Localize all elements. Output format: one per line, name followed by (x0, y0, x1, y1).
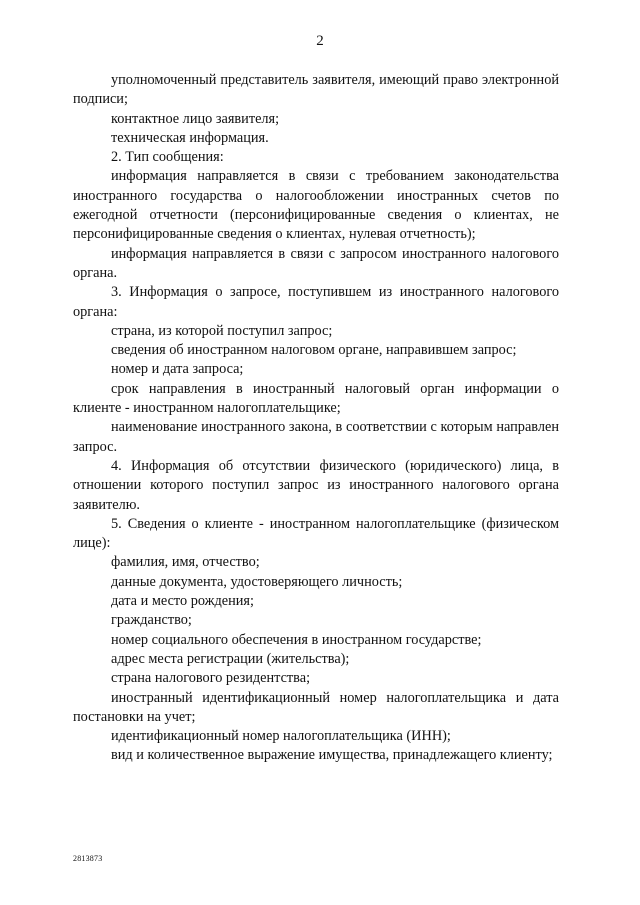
section-5-heading: 5. Сведения о клиенте - иностранном налогоплательщике (физическом лице): (73, 515, 559, 552)
page-number: 2 (316, 33, 324, 49)
list-item-birth-date-place: дата и место рождения; (111, 593, 254, 610)
paragraph-legislation-requirement: информация направляется в связи с требованием законодательства иностранного государства о налогообложении иностранных счетов по ежегодной отчетности (персонифицированные сведения о клиентах, не персонифицированные сведения о клиентах, нулевая отчетность); (73, 168, 559, 243)
list-item-inn: идентификационный номер налогоплательщика (ИНН); (111, 728, 451, 745)
list-item-tax-residence-country: страна налогового резидентства; (111, 670, 311, 687)
paragraph-request-country: страна, из которой поступил запрос; (111, 322, 333, 339)
document-body (73, 71, 559, 766)
section-2-heading: 2. Тип сообщения: (111, 149, 224, 166)
paragraph-technical-info: техническая информация. (111, 129, 269, 146)
list-item-foreign-tin: иностранный идентификационный номер налогоплательщика и дата постановки на учет; (73, 689, 559, 725)
paragraph-authorized-representative: уполномоченный представитель заявителя, имеющий право электронной подписи; (73, 72, 559, 108)
section-3-heading: 3. Информация о запросе, поступившем из иностранного налогового органа: (73, 284, 559, 320)
section-4-paragraph: 4. Информация об отсутствии физического (юридического) лица, в отношении которого поступил запрос из иностранного налогового органа заявителю. (73, 457, 559, 513)
paragraph-foreign-law-name: наименование иностранного закона, в соответствии с которым направлен запрос. (73, 419, 559, 455)
list-item-property: вид и количественное выражение имущества, принадлежащего клиенту; (111, 747, 553, 764)
list-item-citizenship: гражданство; (111, 612, 192, 629)
paragraph-contact-person: контактное лицо заявителя; (111, 110, 280, 127)
list-item-registration-address: адрес места регистрации (жительства); (111, 650, 350, 667)
document-code: 2813873 (73, 854, 103, 863)
list-item-identity-document: данные документа, удостоверяющего личность; (111, 573, 403, 590)
paragraph-tax-authority-request: информация направляется в связи с запросом иностранного налогового органа. (73, 245, 559, 281)
list-item-social-security-number: номер социального обеспечения в иностранном государстве; (111, 631, 482, 648)
paragraph-request-number-date: номер и дата запроса; (111, 361, 244, 378)
paragraph-tax-authority-info: сведения об иностранном налоговом органе, направившем запрос; (111, 342, 517, 359)
paragraph-submission-deadline: срок направления в иностранный налоговый орган информации о клиенте - иностранном налогоплательщике; (73, 380, 559, 417)
list-item-full-name: фамилия, имя, отчество; (111, 554, 260, 571)
